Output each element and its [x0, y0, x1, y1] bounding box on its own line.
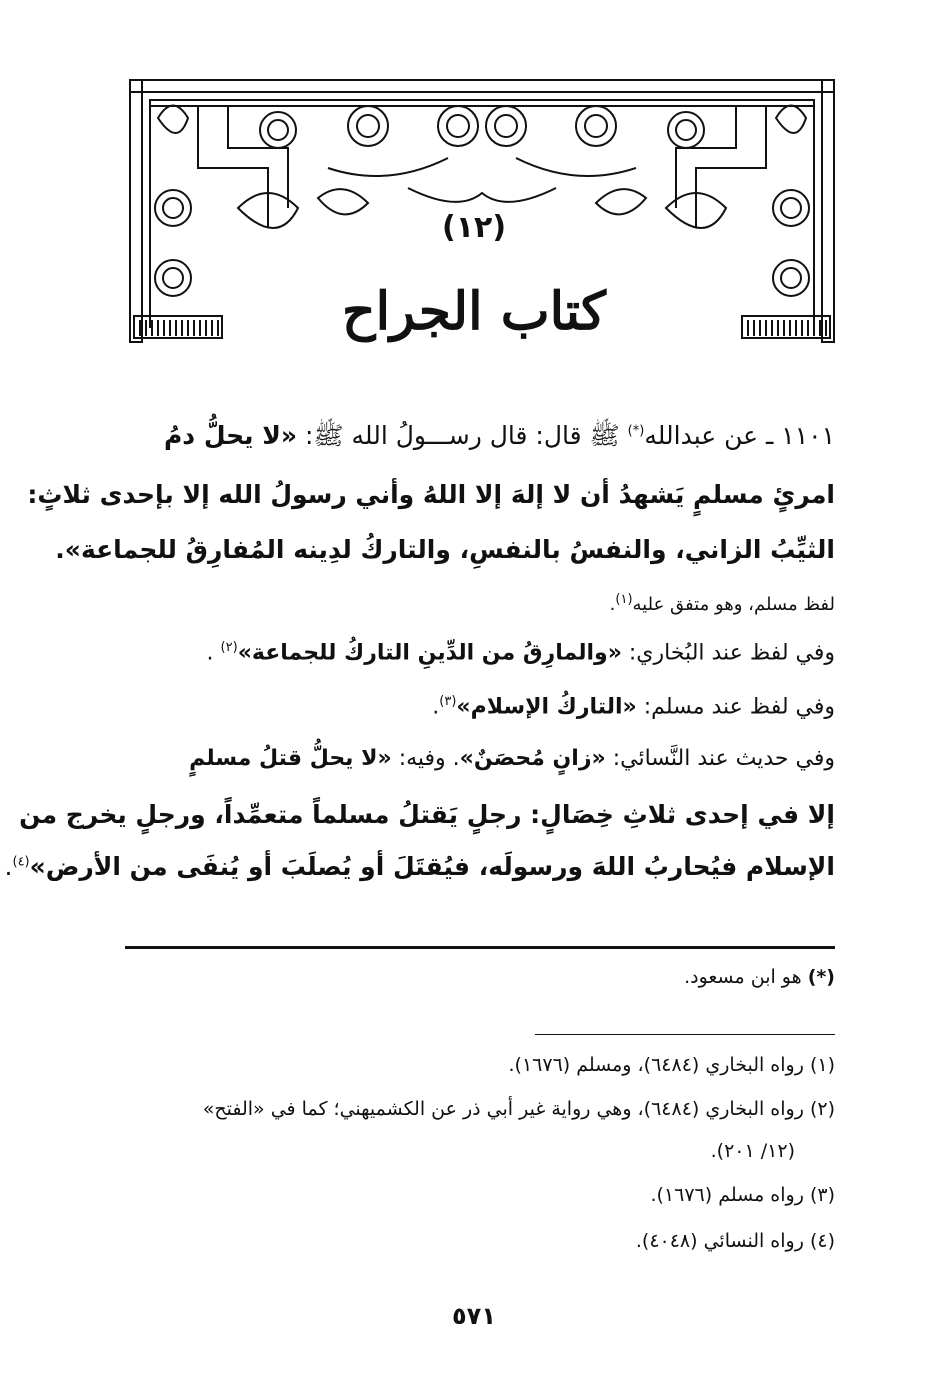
hadith-line-4: لفظ مسلم، وهو متفق عليه$^{(١)}$. [609, 592, 835, 615]
nasai-quote-1: «زانٍ مُحصَنٌ» [459, 746, 606, 771]
nasai-intro: وفي حديث عند النَّسائي: [605, 746, 835, 771]
footnote-ref-2: (٢) [220, 640, 238, 655]
muslim-quote: «التاركُ الإسلام» [456, 694, 637, 720]
star-ref: (*) [627, 423, 645, 439]
footnote-number: (٣) [809, 1184, 835, 1206]
footnote-star [684, 966, 835, 988]
footnote-separator [125, 946, 835, 949]
hadith-line-8: إلا في إحدى ثلاثِ خِصَالٍ: رجلٍ يَقتلُ مسلماً متعمِّداً، ورجلٍ يخرج من [19, 800, 835, 829]
nasai-connector: . وفيه: [391, 746, 460, 771]
hadith-line-2: امرئٍ مسلمٍ يَشهدُ أن لا إلهَ إلا اللهُ وأني رسولُ الله إلا بإحدى ثلاثٍ: [27, 480, 835, 509]
agreement-note: لفظ مسلم، وهو متفق عليه [632, 594, 835, 615]
nasai-quote-end: الإسلام فيُحاربُ اللهَ ورسولَه، فيُقتَلَ أو يُصلَبَ أو يُنفَى من الأرض» [29, 852, 835, 881]
chapter-number: (١٢) [441, 210, 507, 245]
hadith-line-1 [164, 420, 835, 457]
footnote-number: (١) [809, 1054, 835, 1076]
hadith-line-6: وفي لفظ عند مسلم: «التاركُ الإسلام»$^{(٣)}$. [432, 694, 835, 720]
footnote-item [203, 1098, 835, 1120]
footnote-number: (٤) [809, 1230, 835, 1252]
hadith-line-9: الإسلام فيُحاربُ اللهَ ورسولَه، فيُقتَلَ أو يُصلَبَ أو يُنفَى من الأرض»$^{(٤)}$. [4, 852, 835, 881]
footnote-item [650, 1184, 835, 1206]
footnote-text: رواه مسلم (١٦٧٦). [650, 1184, 804, 1206]
footnote-text: رواه البخاري (٦٤٨٤)، ومسلم (١٦٧٦). [508, 1054, 804, 1076]
footnote-star-text: هو ابن مسعود. [684, 966, 802, 988]
page-number: ٥٧١ [452, 1302, 496, 1330]
hadith-line-3: الثيِّبُ الزاني، والنفسُ بالنفسِ، والتاركُ لدِينه المُفارِقُ للجماعة». [55, 535, 835, 564]
bukhari-quote: «والمارِقُ من الدِّينِ التاركُ للجماعة» [237, 640, 622, 666]
hadith-line-7 [189, 746, 835, 771]
narration-intro: ﷺ قال: قال رســـولُ الله ﷺ: [297, 421, 628, 450]
footnote-text: (١٢/ ٢٠١). [710, 1140, 795, 1162]
nasai-quote-2: «لا يحلُّ قتلُ مسلمٍ [189, 746, 392, 771]
footnote-text: رواه النسائي (٤٠٤٨). [635, 1230, 804, 1252]
footnote-ref-1: (١) [615, 592, 633, 607]
footnote-number: (٢) [809, 1098, 835, 1120]
footnote-ref-4: (٤) [12, 854, 30, 870]
footnote-ref-3: (٣) [439, 694, 457, 709]
footnote-item [509, 1054, 835, 1076]
footnote-star-marker: (*) [807, 966, 835, 988]
chapter-title: كتاب الجراح [342, 281, 606, 342]
bukhari-intro: وفي لفظ عند البُخاري: [621, 640, 835, 666]
footnote-item-continuation [711, 1140, 795, 1162]
hadith-number-intro: ١١٠١ ـ عن عبدالله [644, 421, 835, 450]
footnote-short-rule [535, 1034, 835, 1035]
muslim-intro: وفي لفظ عند مسلم: [636, 694, 835, 720]
footnote-text: رواه البخاري (٦٤٨٤)، وهي رواية غير أبي ذر عن الكشميهني؛ كما في «الفتح» [202, 1098, 804, 1120]
hadith-quote-start: «لا يحلُّ دمُ [163, 421, 298, 450]
footnote-item [636, 1230, 835, 1252]
hadith-line-5: وفي لفظ عند البُخاري: «والمارِقُ من الدِّينِ التاركُ للجماعة»$^{(٢)}$ . [206, 640, 835, 666]
